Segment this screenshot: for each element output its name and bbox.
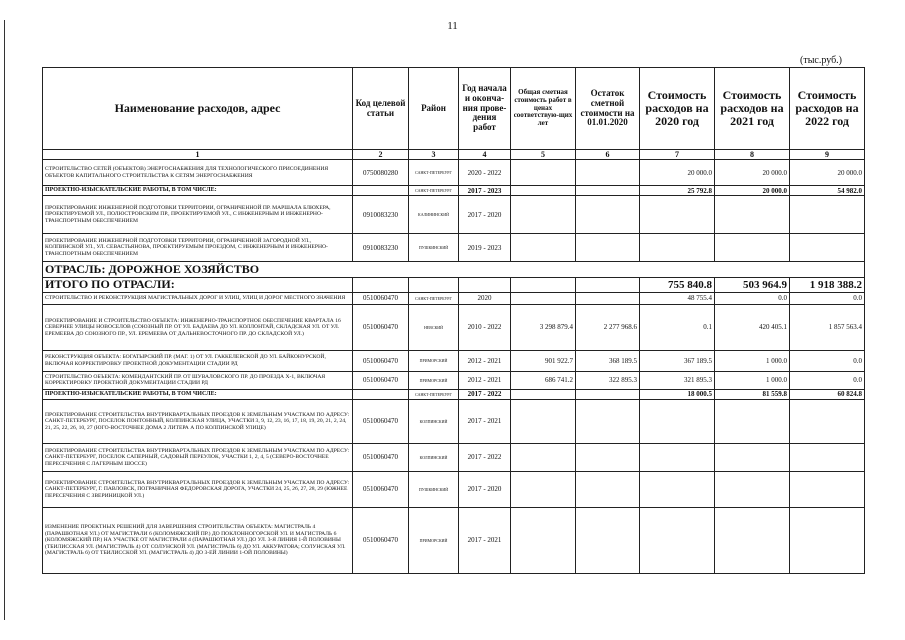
row-cost-2022: 60 824.8 [790,389,865,399]
row-years: 2020 [459,292,511,304]
col-number: 2 [353,150,409,160]
row-cost-2022 [790,443,865,471]
units-label: (тыс.руб.) [800,55,843,66]
row-total-cost [511,160,576,186]
row-total-cost [511,186,576,196]
row-cost-2020: 0.1 [640,304,715,350]
page-number: 11 [447,20,458,32]
row-region: ПУШКИНСКИЙ [409,234,459,262]
row-total-cost [511,234,576,262]
row-remaining [576,186,640,196]
col-number: 9 [790,150,865,160]
table-row [43,443,865,471]
row-name: ИЗМЕНЕНИЕ ПРОЕКТНЫХ РЕШЕНИЙ ДЛЯ ЗАВЕРШЕНИЯ СТРОИТЕЛЬСТВА ОБЪЕКТА: МАГИСТРАЛЬ 4 (ПАРАШЮТНАЯ УЛ.) ОТ МАГИСТРАЛИ 6 (КОЛОМЯЖСКИЙ ПР.) ДО ПОКЛОННОГОРСКОЙ УЛ. И МАГИСТРАЛЬ 6 (КОЛОМЯЖСКИЙ ПР.) НА УЧАСТКЕ ОТ МАГИСТРАЛИ 4 (ПАРАШЮТНАЯ УЛ.) ДО УЛ. 3-Я ЛИНИЯ 1-Й ПОЛОВИНЫ (ТБИЛИССКАЯ УЛ. (МАГИСТРАЛЬ 4) ОТ СОЛУНСКОЙ УЛ. (МАГИСТРАЛЬ 6) ДО УЛ. АККУРАТОВА; СОЛУНСКАЯ УЛ. (МАГИСТРАЛЬ 6) ОТ ТБИЛИССКОЙ УЛ. (МАГИСТРАЛЬ 4) ДО 3-ЕЙ ЛИНИИ 1-ОЙ ПОЛОВИНЫ) [43,507,353,573]
row-name: СТРОИТЕЛЬСТВО И РЕКОНСТРУКЦИЯ МАГИСТРАЛЬНЫХ ДОРОГ И УЛИЦ, УЛИЦ И ДОРОГ МЕСТНОГО ЗНАЧЕНИЯ [43,292,353,304]
row-cost-2022: 1 857 563.4 [790,304,865,350]
row-remaining [576,389,640,399]
row-name: СТРОИТЕЛЬСТВО ОБЪЕКТА: КОМЕНДАНТСКИЙ ПР. ОТ ШУВАЛОВСКОГО ПР. ДО ПРОЕЗДА Х-1, ВКЛЮЧАЯ КОРРЕКТИРОВКУ ПРОЕКТНОЙ ДОКУМЕНТАЦИИ СТАДИИ РД [43,371,353,389]
row-remaining [576,471,640,507]
row-region: КАЛИНИНСКИЙ [409,196,459,234]
total-2022: 1 918 388.2 [790,278,865,293]
row-region: КОЛПИНСКИЙ [409,399,459,443]
row-cost-2020 [640,471,715,507]
row-cost-2020 [640,399,715,443]
row-cost-2021: 20 000.0 [715,160,790,186]
table-row [43,507,865,573]
header-remaining: Остаток сметной стоимости на 01.01.2020 [576,68,640,150]
row-name: ПРОЕКТНО-ИЗЫСКАТЕЛЬСКИЕ РАБОТЫ, В ТОМ ЧИСЛЕ: [43,186,353,196]
row-remaining [576,234,640,262]
row-region: САНКТ-ПЕТЕРБУРГ [409,292,459,304]
row-cost-2021: 420 405.1 [715,304,790,350]
row-name: ПРОЕКТИРОВАНИЕ СТРОИТЕЛЬСТВА ВНУТРИКВАРТАЛЬНЫХ ПРОЕЗДОВ К ЗЕМЕЛЬНЫМ УЧАСТКАМ ПО АДРЕСУ: САНКТ-ПЕТЕРБУРГ, ПОСЕЛОК ПОНТОННЫЙ, КОЛПИНСКАЯ УЛИЦА, УЧАСТКИ 3, 9, 12, 23, 16, 17, 18, 19, 20, 21, 2, 24, 21, 25, 22, 26, 10, 27 (ЮГО-ВОСТОЧНЕЕ ДОМА 2 ЛИТЕРА А ПО КОЛПИНСКОЙ УЛИЦЕ) [43,399,353,443]
row-cost-2022: 54 982.0 [790,186,865,196]
row-region: САНКТ-ПЕТЕРБУРГ [409,389,459,399]
row-total-cost [511,443,576,471]
row-total-cost: 686 741.2 [511,371,576,389]
table-row [43,304,865,350]
header-row [43,68,865,150]
row-remaining [576,196,640,234]
row-cost-2022 [790,507,865,573]
row-remaining: 2 277 968.6 [576,304,640,350]
row-code: 0910083230 [353,234,409,262]
row-code [353,186,409,196]
row-cost-2021 [715,471,790,507]
total-empty-cell [409,278,459,293]
row-cost-2020 [640,196,715,234]
col-number: 3 [409,150,459,160]
row-name: ПРОЕКТИРОВАНИЕ И СТРОИТЕЛЬСТВО ОБЪЕКТА: ИНЖЕНЕРНО-ТРАНСПОРТНОЕ ОБЕСПЕЧЕНИЕ КВАРТАЛА 16 СЕВЕРНЕЕ УЛИЦЫ НОВОСЕЛОВ (СОЮЗНЫЙ ПР. ОТ УЛ. БАДАЕВА ДО УЛ. КОЛЛОНТАЙ, СКЛАДСКАЯ УЛ. ОТ УЛ. ЕРЕМЕЕВА ДО СОЮЗНОГО ПР., УЛ. ЕРЕМЕЕВА ОТ ДАЛЬНЕВОСТОЧНОГО ПР. ДО СКЛАДСКОЙ УЛ.) [43,304,353,350]
row-cost-2020: 25 792.8 [640,186,715,196]
row-years: 2017 - 2020 [459,471,511,507]
row-total-cost [511,399,576,443]
table-row [43,292,865,304]
row-name: ПРОЕКТИРОВАНИЕ ИНЖЕНЕРНОЙ ПОДГОТОВКИ ТЕРРИТОРИИ, ОГРАНИЧЕННОЙ ПР. МАРШАЛА БЛЮХЕРА, ПРОЕКТИРУЕМОЙ УЛ., ПОЛЮСТРОВСКИМ ПР., ПРОЕКТИРУЕМОЙ УЛ., С ИНЖЕНЕРНЫМ И ИНЖЕНЕРНО-ТРАНСПОРТНЫМ ОБЕСПЕЧЕНИЕМ [43,196,353,234]
total-2021: 503 964.9 [715,278,790,293]
row-name: ПРОЕКТИРОВАНИЕ ИНЖЕНЕРНОЙ ПОДГОТОВКИ ТЕРРИТОРИИ, ОГРАНИЧЕННОЙ ЗАГОРОДНОЙ УЛ., КОЛПИНСКОЙ УЛ., УЛ. СЕВАСТЬЯНОВА, ПРОЕКТИРУЕМЫМ ПРОЕЗДОМ, С ИНЖЕНЕРНЫМ И ИНЖЕНЕРНО-ТРАНСПОРТНЫМ ОБЕСПЕЧЕНИЕМ [43,234,353,262]
row-total-cost [511,507,576,573]
row-cost-2021: 1 000.0 [715,371,790,389]
row-remaining: 322 895.3 [576,371,640,389]
row-cost-2021 [715,234,790,262]
rows-before-section [43,160,865,262]
section-title: ОТРАСЛЬ: ДОРОЖНОЕ ХОЗЯЙСТВО [43,262,865,278]
row-remaining [576,399,640,443]
row-total-cost [511,196,576,234]
table-row [43,371,865,389]
row-years: 2012 - 2021 [459,371,511,389]
table-row [43,471,865,507]
row-cost-2021: 20 000.0 [715,186,790,196]
row-region: ПРИМОРСКИЙ [409,371,459,389]
row-cost-2022 [790,471,865,507]
row-region: САНКТ-ПЕТЕРБУРГ [409,160,459,186]
section-heading-body [43,262,865,293]
row-region: ПРИМОРСКИЙ [409,507,459,573]
row-years: 2010 - 2022 [459,304,511,350]
row-code: 0510060470 [353,399,409,443]
row-code: 0510060470 [353,304,409,350]
col-number: 7 [640,150,715,160]
row-cost-2020: 48 755.4 [640,292,715,304]
row-cost-2021 [715,196,790,234]
col-number: 1 [43,150,353,160]
table-row [43,389,865,399]
header-total-cost: Общая сметная стоимость работ в ценах соответствую-щих лет [511,68,576,150]
col-number: 5 [511,150,576,160]
total-2020: 755 840.8 [640,278,715,293]
total-label: ИТОГО ПО ОТРАСЛИ: [43,278,353,293]
row-code [353,389,409,399]
row-cost-2022: 20 000.0 [790,160,865,186]
row-name: ПРОЕКТИРОВАНИЕ СТРОИТЕЛЬСТВА ВНУТРИКВАРТАЛЬНЫХ ПРОЕЗДОВ К ЗЕМЕЛЬНЫМ УЧАСТКАМ ПО АДРЕСУ: САНКТ-ПЕТЕРБУРГ, ПОСЕЛОК САПЕРНЫЙ, САДОВЫЙ ПЕРЕУЛОК, УЧАСТКИ 1, 2, 4, 5 (СЕВЕРО-ВОСТОЧНЕЕ ПЕРЕСЕЧЕНИЯ С ЛАГЕРНЫМ ШОССЕ) [43,443,353,471]
row-cost-2021 [715,443,790,471]
row-years: 2012 - 2021 [459,350,511,371]
row-name: СТРОИТЕЛЬСТВО СЕТЕЙ (ОБЪЕКТОВ) ЭНЕРГОСНАБЖЕНИЯ ДЛЯ ТЕХНОЛОГИЧЕСКОГО ПРИСОЕДИНЕНИЯ ОБЪЕКТОВ КАПИТАЛЬНОГО СТРОИТЕЛЬСТВА К СЕТЯМ ЭНЕРГОСНАБЖЕНИЯ [43,160,353,186]
row-total-cost [511,292,576,304]
row-cost-2021 [715,507,790,573]
row-code: 0510060470 [353,471,409,507]
row-total-cost: 3 298 879.4 [511,304,576,350]
row-remaining [576,160,640,186]
header-name: Наименование расходов, адрес [43,68,353,150]
row-years: 2017 - 2022 [459,443,511,471]
row-remaining: 368 189.5 [576,350,640,371]
row-cost-2020: 321 895.3 [640,371,715,389]
row-code: 0510060470 [353,371,409,389]
row-cost-2021: 1 000.0 [715,350,790,371]
col-number: 4 [459,150,511,160]
row-cost-2022: 0.0 [790,350,865,371]
row-code: 0750080280 [353,160,409,186]
expenses-table [42,67,865,574]
col-number: 6 [576,150,640,160]
row-cost-2022: 0.0 [790,292,865,304]
header-code: Код целевой статьи [353,68,409,150]
header-cost-2020: Стоимость расходов на 2020 год [640,68,715,150]
section-heading-row [43,262,865,278]
row-cost-2020 [640,507,715,573]
row-code: 0910083230 [353,196,409,234]
row-cost-2022 [790,399,865,443]
total-empty-cell [353,278,409,293]
row-years: 2017 - 2021 [459,507,511,573]
row-code: 0510060470 [353,443,409,471]
row-years: 2017 - 2020 [459,196,511,234]
row-code: 0510060470 [353,507,409,573]
row-cost-2020 [640,234,715,262]
col-number: 8 [715,150,790,160]
row-cost-2020: 18 000.5 [640,389,715,399]
table-row [43,399,865,443]
row-region: НЕВСКИЙ [409,304,459,350]
table-row [43,186,865,196]
column-number-row [43,150,865,160]
table-row [43,196,865,234]
row-cost-2022 [790,196,865,234]
total-empty-cell [576,278,640,293]
row-remaining [576,507,640,573]
row-region: САНКТ-ПЕТЕРБУРГ [409,186,459,196]
row-name: ПРОЕКТИРОВАНИЕ СТРОИТЕЛЬСТВА ВНУТРИКВАРТАЛЬНЫХ ПРОЕЗДОВ К ЗЕМЕЛЬНЫМ УЧАСТКАМ ПО АДРЕСУ: САНКТ-ПЕТЕРБУРГ, Г. ПАВЛОВСК, ПОГРАНИЧНАЯ ФЕДОРОВСКАЯ ДОРОГА, УЧАСТКИ 24, 25, 26, 27, 28, 29 (ЮЖНЕЕ ПЕРЕСЕЧЕНИЯ С ЗВЕРИНИЦКОЙ УЛ.) [43,471,353,507]
table-row [43,160,865,186]
row-cost-2020: 20 000.0 [640,160,715,186]
header-years: Год начала и оконча-ния прове-дения работ [459,68,511,150]
row-years: 2019 - 2023 [459,234,511,262]
total-empty-cell [459,278,511,293]
row-region: ПРИМОРСКИЙ [409,350,459,371]
rows-after-section [43,292,865,573]
total-row [43,278,865,293]
row-region: КОЛПИНСКИЙ [409,443,459,471]
row-cost-2020: 367 189.5 [640,350,715,371]
row-code: 0510060470 [353,350,409,371]
table-row [43,234,865,262]
row-cost-2022 [790,234,865,262]
row-total-cost [511,389,576,399]
row-years: 2020 - 2022 [459,160,511,186]
total-empty-cell [511,278,576,293]
row-cost-2022: 0.0 [790,371,865,389]
row-cost-2020 [640,443,715,471]
row-cost-2021: 0.0 [715,292,790,304]
row-years: 2017 - 2023 [459,186,511,196]
table-row [43,350,865,371]
row-years: 2017 - 2022 [459,389,511,399]
row-cost-2021 [715,399,790,443]
row-remaining [576,292,640,304]
row-name: РЕКОНСТРУКЦИЯ ОБЪЕКТА: БОГАТЫРСКИЙ ПР. (МАГ. 1) ОТ УЛ. ГАККЕЛЕВСКОЙ ДО УЛ. БАЙКОНУРСКОЙ, ВКЛЮЧАЯ КОРРЕКТИРОВКУ ПРОЕКТНОЙ ДОКУМЕНТАЦИИ СТАДИИ РД [43,350,353,371]
row-cost-2021: 81 559.8 [715,389,790,399]
header-cost-2021: Стоимость расходов на 2021 год [715,68,790,150]
row-total-cost: 901 922.7 [511,350,576,371]
row-name: ПРОЕКТНО-ИЗЫСКАТЕЛЬСКИЕ РАБОТЫ, В ТОМ ЧИСЛЕ: [43,389,353,399]
header-cost-2022: Стоимость расходов на 2022 год [790,68,865,150]
row-region: ПУШКИНСКИЙ [409,471,459,507]
page-left-edge [4,20,5,620]
row-years: 2017 - 2021 [459,399,511,443]
row-total-cost [511,471,576,507]
row-remaining [576,443,640,471]
row-code: 0510060470 [353,292,409,304]
header-region: Район [409,68,459,150]
